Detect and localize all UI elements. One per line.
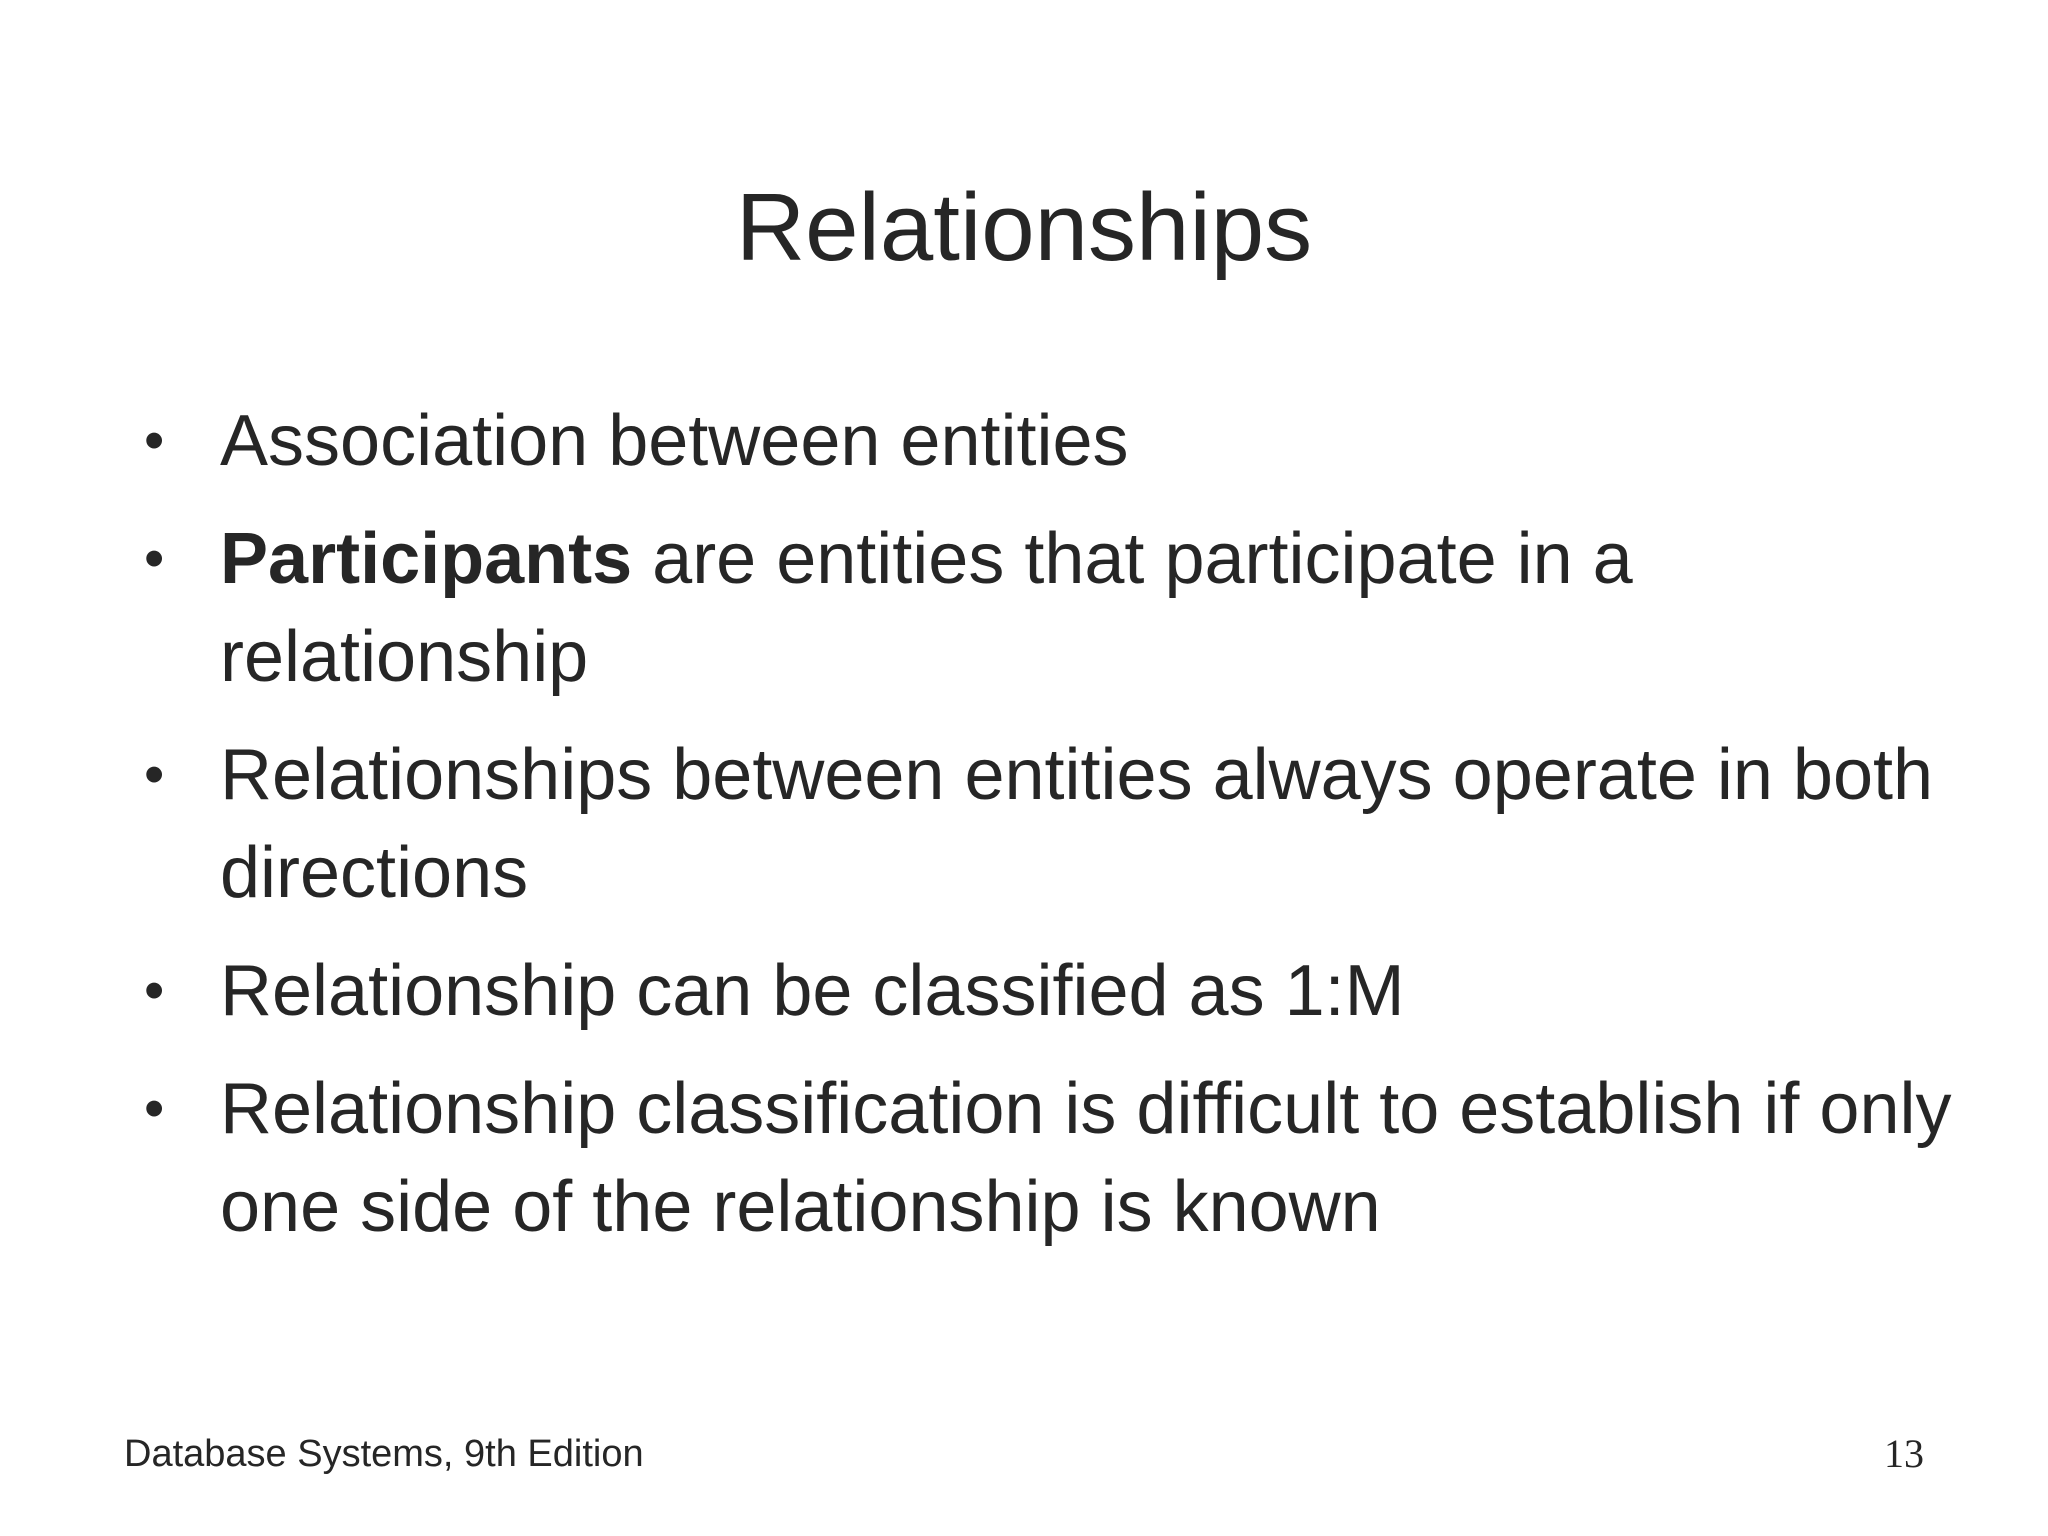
bullet-bold-term: Participants: [220, 519, 633, 599]
bullet-text: Relationship classification is difficult to establish if only one side of the relationship is known: [220, 1069, 1952, 1247]
bullet-icon: •: [144, 1076, 165, 1141]
bullet-text: are entities that participate in a relationship: [220, 519, 1633, 697]
bullet-icon: •: [144, 958, 165, 1023]
bullet-icon: •: [144, 408, 165, 473]
bullet-list: [120, 392, 1970, 1276]
bullet-item: [120, 392, 1970, 490]
bullet-text: Relationships between entities always operate in both directions: [220, 735, 1934, 913]
bullet-icon: •: [144, 526, 165, 591]
bullet-text: Relationship can be classified as 1:M: [220, 951, 1405, 1031]
bullet-text: Association between entities: [220, 401, 1129, 481]
bullet-item: [120, 1060, 1970, 1256]
bullet-item: [120, 942, 1970, 1040]
bullet-icon: •: [144, 742, 165, 807]
footer-book-title: Database Systems, 9th Edition: [124, 1433, 644, 1475]
page-number: 13: [1884, 1431, 1924, 1476]
slide-title: Relationships: [735, 174, 1313, 281]
bullet-item: [120, 510, 1970, 706]
bullet-item: [120, 726, 1970, 922]
